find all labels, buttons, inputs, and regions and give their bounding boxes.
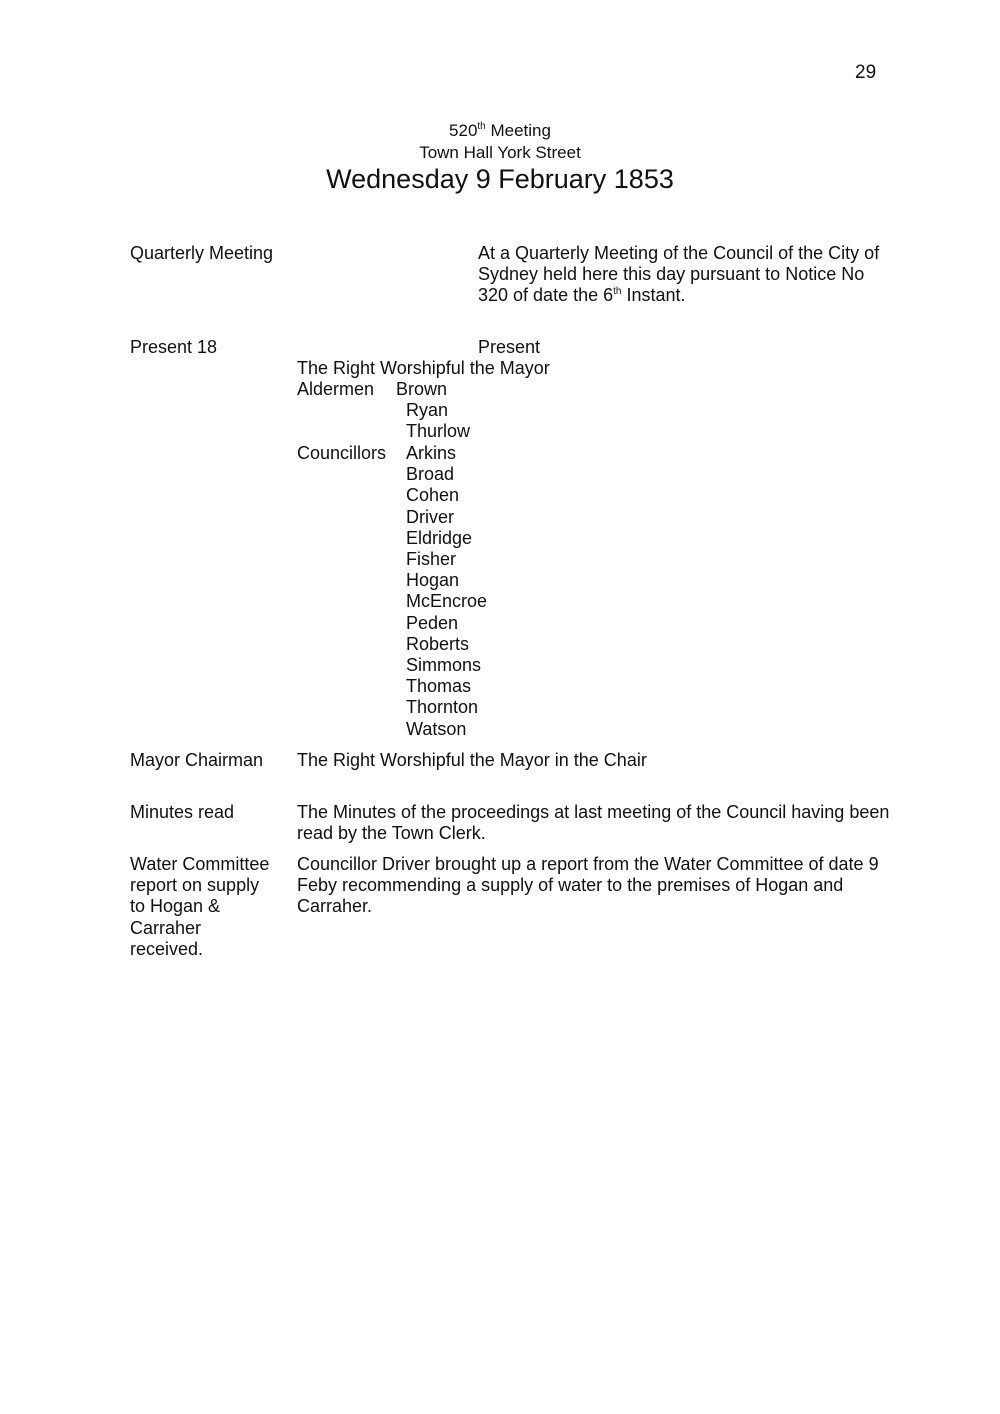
quarterly-line-2: Sydney held here this day pursuant to Notice No	[478, 264, 865, 284]
minutes-line-1: The Minutes of the proceedings at last meeting of the Council having been	[297, 802, 890, 822]
councillor-name: Thomas	[406, 676, 472, 697]
meeting-location: Town Hall York Street	[419, 143, 581, 162]
quarterly-line-3-text: 320 of date the 6	[478, 285, 614, 305]
water-line: Carraher.	[297, 896, 373, 917]
meeting-number	[0, 121, 1000, 141]
councillor-name: Driver	[406, 506, 454, 527]
margin-note-present: Present 18	[130, 337, 218, 357]
margin-note-line: report on supply	[130, 875, 260, 896]
margin-note-line: to Hogan &	[130, 896, 221, 917]
aldermen-list	[406, 400, 470, 442]
meeting-number-value: 520	[449, 121, 478, 140]
councillor-name: Eldridge	[406, 527, 473, 548]
councillor-name: Roberts	[406, 633, 470, 654]
quarterly-line-3	[478, 285, 686, 306]
alderman-name: Thurlow	[406, 421, 471, 442]
quarterly-line-1: At a Quarterly Meeting of the Council of the City of	[478, 243, 880, 263]
councillor-name: Broad	[406, 464, 455, 485]
councillor-name: Arkins	[406, 443, 457, 463]
councillor-name: Peden	[406, 612, 459, 633]
margin-note-line: received.	[130, 938, 204, 959]
margin-note-line: Water Committee	[130, 854, 270, 874]
alderman-name: Ryan	[406, 400, 449, 420]
meeting-date: Wednesday 9 February 1853	[326, 164, 674, 194]
councillor-name: Thornton	[406, 697, 479, 718]
margin-note-line: Carraher	[130, 917, 202, 938]
chairman-text: The Right Worshipful the Mayor in the Chair	[297, 750, 647, 770]
meeting-number-suffix: th	[477, 121, 486, 132]
quarterly-line-3-end: Instant.	[621, 285, 686, 305]
councillor-name: Watson	[406, 718, 467, 739]
present-mayor: The Right Worshipful the Mayor	[297, 358, 550, 378]
meeting-word: Meeting	[485, 121, 551, 140]
margin-note-quarterly: Quarterly Meeting	[130, 243, 274, 263]
page-number: 29	[855, 62, 877, 83]
aldermen-first: Brown	[396, 379, 448, 399]
councillors-list	[406, 443, 487, 740]
water-paragraph	[297, 854, 879, 918]
quarterly-line-3-suffix: th	[613, 286, 622, 297]
councillor-name: Fisher	[406, 549, 457, 570]
councillor-name: Cohen	[406, 485, 460, 506]
water-line: Councillor Driver brought up a report from the Water Committee of date 9	[297, 854, 879, 874]
councillor-name: Hogan	[406, 570, 460, 591]
margin-note-chairman: Mayor Chairman	[130, 750, 264, 770]
margin-note-minutes: Minutes read	[130, 802, 235, 822]
water-line: Feby recommending a supply of water to the premises of Hogan and	[297, 875, 844, 896]
councillors-label: Councillors	[297, 443, 387, 463]
councillor-name: Simmons	[406, 655, 482, 676]
margin-note-water	[130, 854, 269, 960]
present-heading: Present	[478, 337, 541, 357]
aldermen-label: Aldermen	[297, 379, 375, 399]
councillor-name: McEncroe	[406, 591, 488, 612]
minutes-line-2: read by the Town Clerk.	[297, 823, 486, 843]
